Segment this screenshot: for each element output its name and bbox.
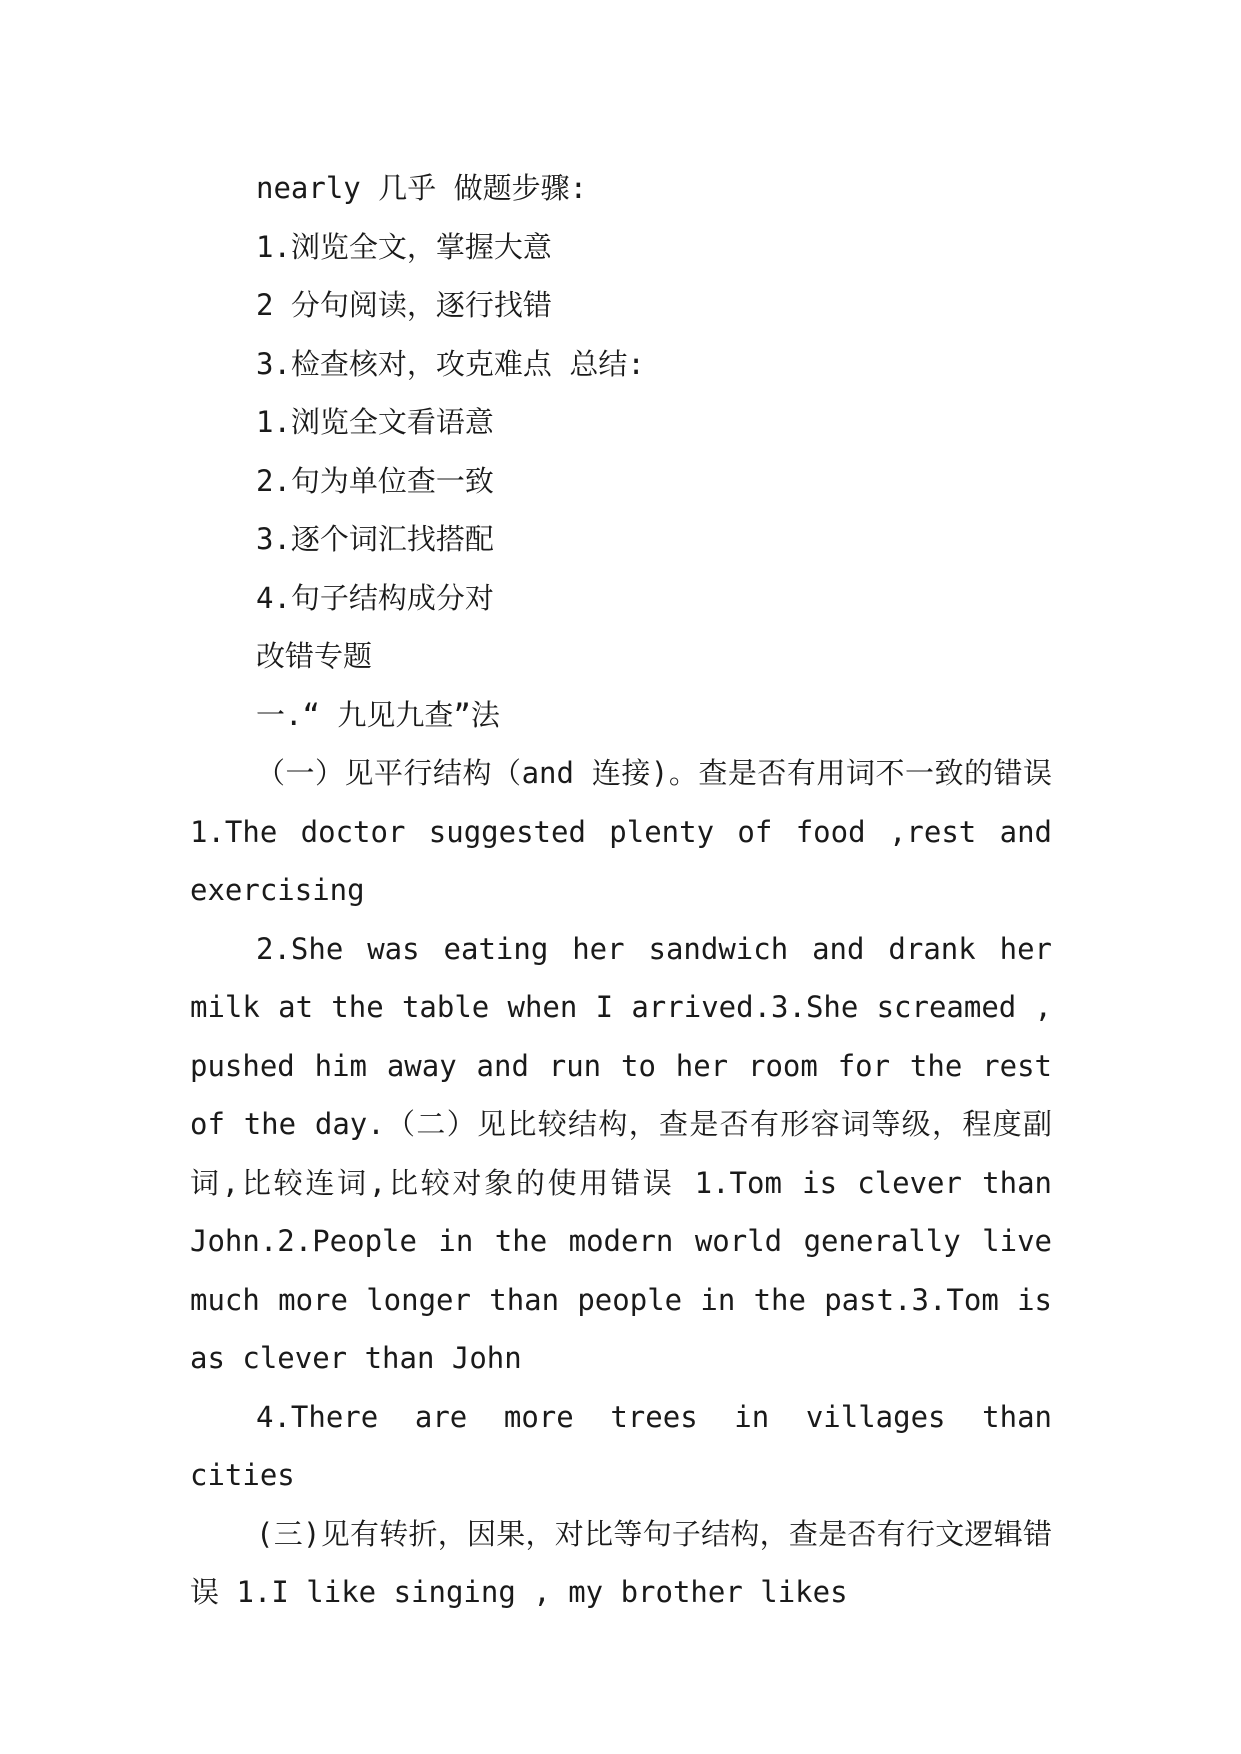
document-body xyxy=(190,159,1052,1622)
method-heading: 一.“ 九见九查”法 xyxy=(256,697,500,732)
text-line: 1.浏览全文看语意 xyxy=(256,405,494,439)
text-line: 1.浏览全文，掌握大意 xyxy=(256,229,552,264)
paragraph-logic-structure: (三)见有转折，因果，对比等句子结构，查是否有行文逻辑错误 1.I like singing , my brother likes xyxy=(190,1516,1052,1609)
paragraph-comparison-structure: 2.She was eating her sandwich and drank her milk at the table when I arrived.3.She screamed , pushed him away and run to her room for the rest of the day.（二）见比较结构，查是否有形容词等级，程度副词,比较连词,比较对象的使用错误 1.Tom is clever than John.2.People in the modern world generally live much more longer than people in the past.3.Tom is as clever than John xyxy=(190,931,1052,1375)
text-line: 4.句子结构成分对 xyxy=(256,580,494,615)
text-line: 2.句为单位查一致 xyxy=(256,463,494,498)
text-line: 3.检查核对，攻克难点 总结: xyxy=(256,346,645,381)
text-line: 3.逐个词汇找搭配 xyxy=(256,522,494,556)
section-title: 改错专题 xyxy=(256,639,373,673)
text-line: nearly 几乎 做题步骤: xyxy=(256,171,588,205)
paragraph-parallel-structure: （一）见平行结构（and 连接)。查是否有用词不一致的错误 1.The doctor suggested plenty of food ,rest and exercising xyxy=(190,756,1052,907)
text-line: 2 分句阅读，逐行找错 xyxy=(256,288,552,322)
paragraph-example-4: 4.There are more trees in villages than cities xyxy=(190,1399,1052,1492)
